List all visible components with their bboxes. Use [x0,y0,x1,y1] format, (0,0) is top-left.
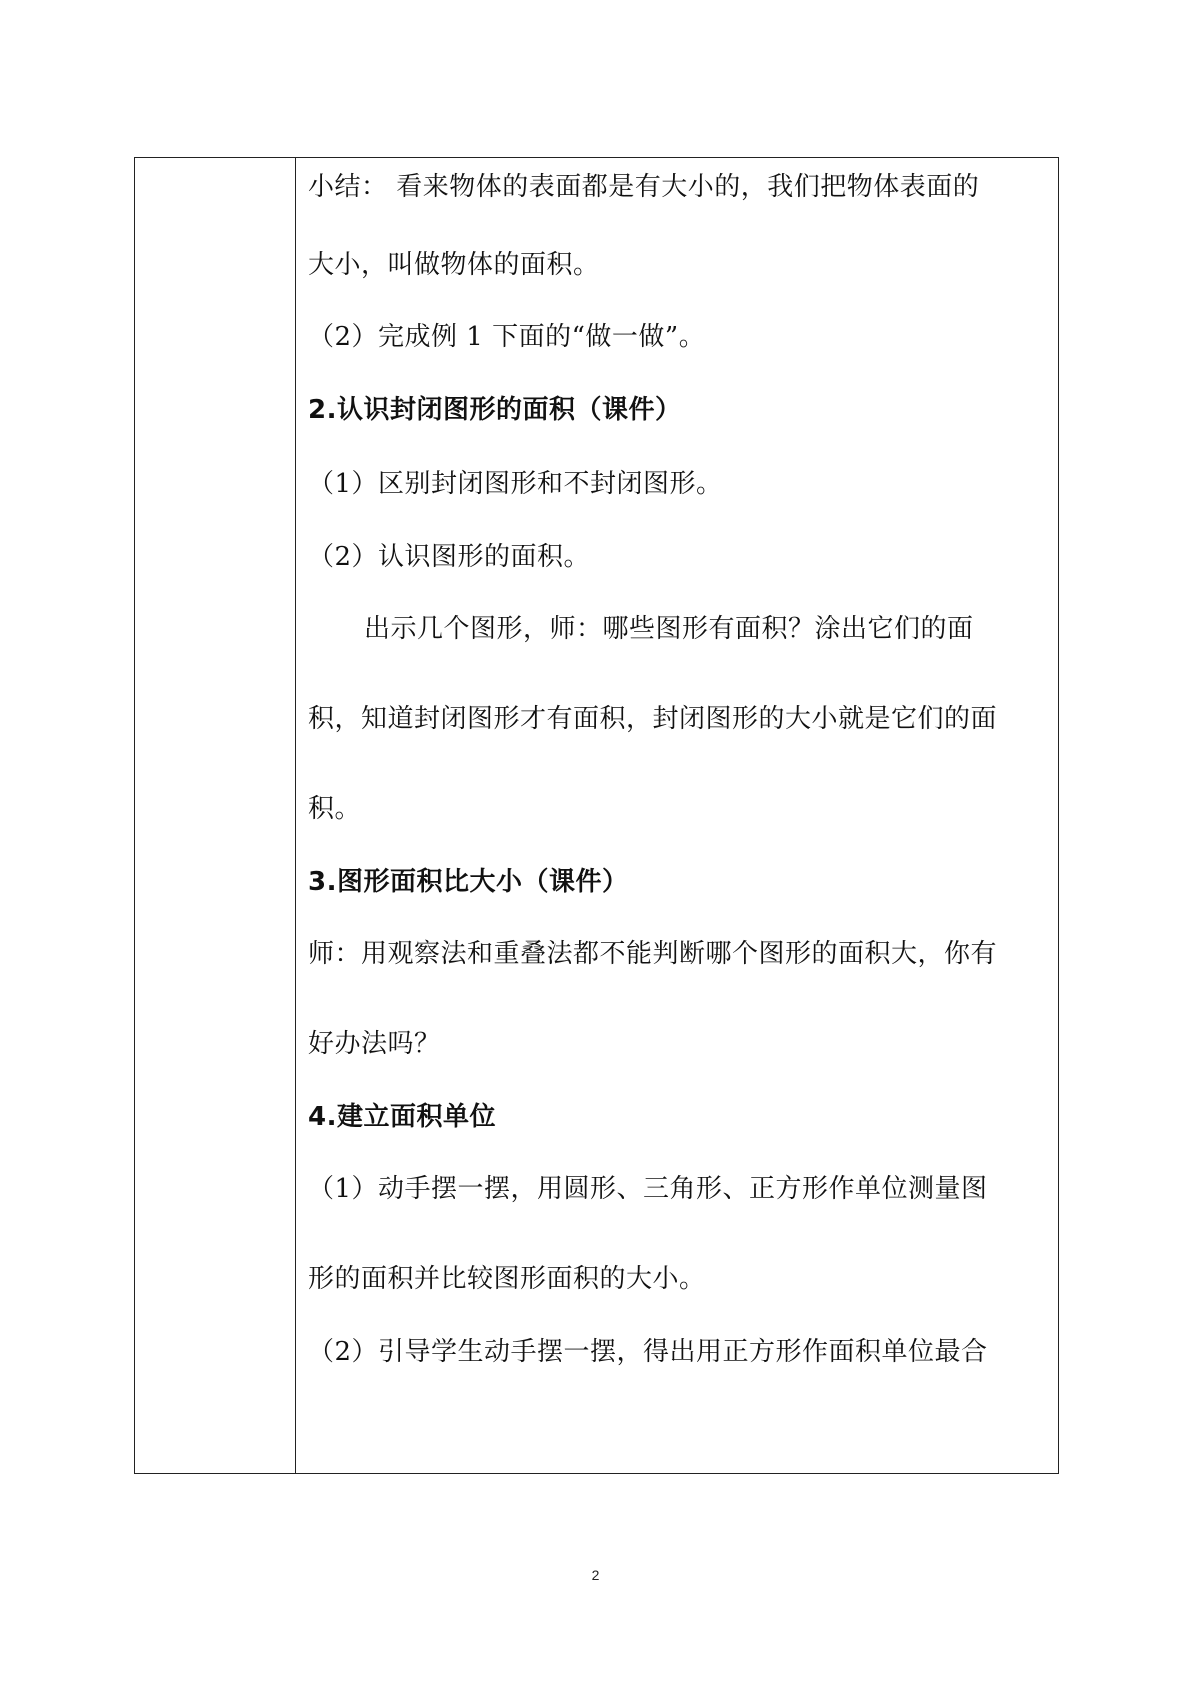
text-line: （2）完成例 1 下面的“做一做”。 [308,322,706,352]
text-line: 师：用观察法和重叠法都不能判断哪个图形的面积大，你有 [308,939,998,969]
text-line: （1）动手摆一摆，用圆形、三角形、正方形作单位测量图 [308,1174,988,1204]
text-line: 积。 [308,794,362,824]
text-line: （1）区别封闭图形和不封闭图形。 [308,469,723,499]
text-line: 大小，叫做物体的面积。 [308,250,600,280]
text-line-summary: 小结： 看来物体的表面都是有大小的，我们把物体表面的 [308,172,980,202]
text-line: （2）认识图形的面积。 [308,542,591,572]
section-heading: 4.建立面积单位 [308,1102,496,1132]
text-line: 出示几个图形，师：哪些图形有面积？涂出它们的面 [364,614,974,644]
section-heading: 2.认识封闭图形的面积（课件） [308,395,682,425]
text-line: 形的面积并比较图形面积的大小。 [308,1264,706,1294]
page-number: 2 [591,1567,600,1583]
text-line: 好办法吗？ [308,1029,441,1059]
text-line: （2）引导学生动手摆一摆，得出用正方形作面积单位最合 [308,1337,988,1367]
section-heading: 3.图形面积比大小（课件） [308,867,629,897]
text-line: 积，知道封闭图形才有面积，封闭图形的大小就是它们的面 [308,704,998,734]
